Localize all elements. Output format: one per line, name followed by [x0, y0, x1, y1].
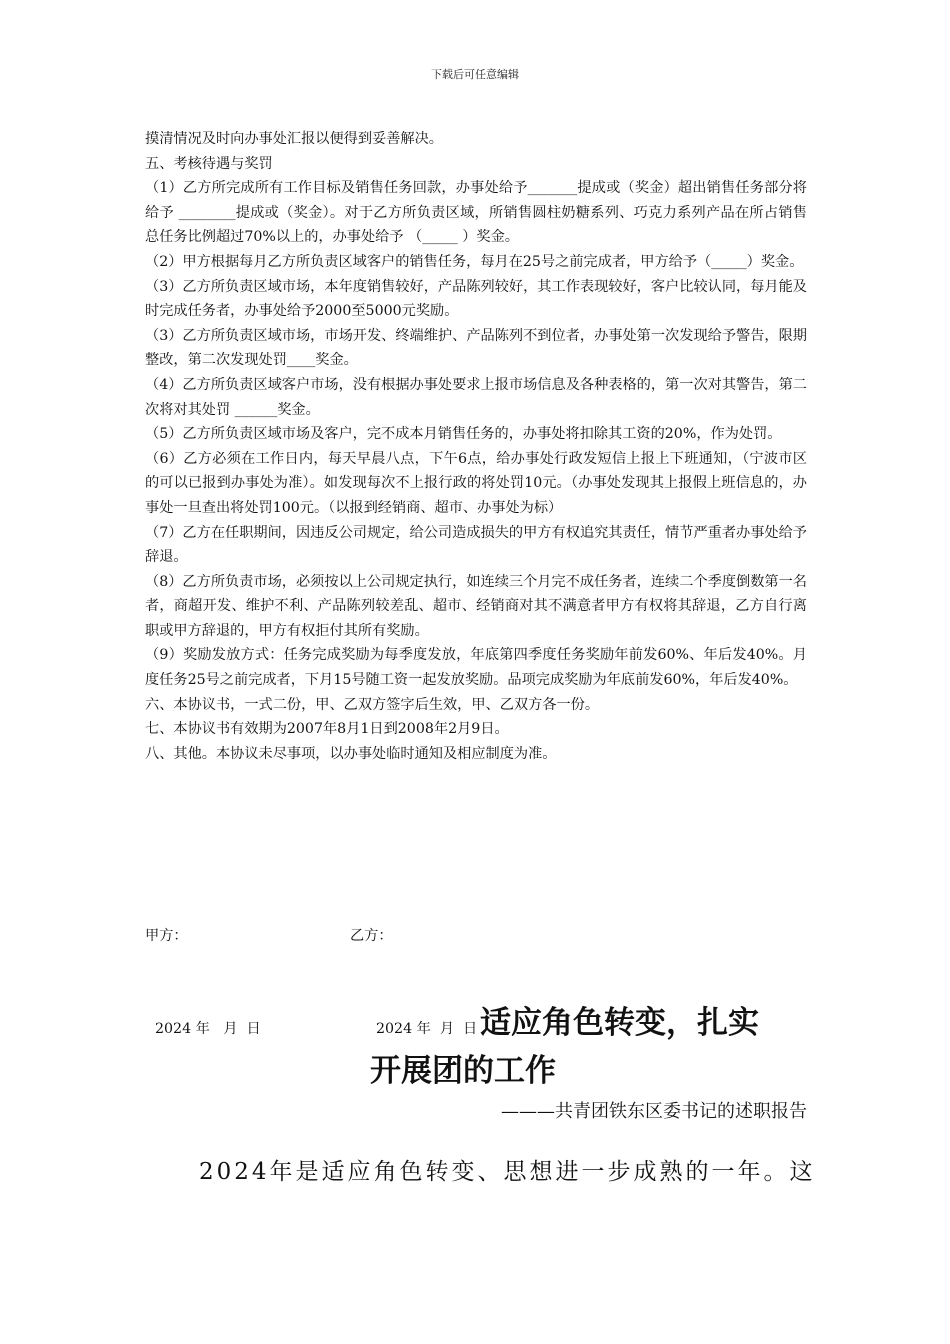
report-title-line-1: 适应角色转变，扎实: [480, 1005, 759, 1041]
paragraph: （8）乙方所负责市场，必须按以上公司规定执行，如连续三个月完不成任务者，连续二个季度倒数第一名者，商超开发、维护不利、产品陈列较差乱、超市、经销商对其不满意者甲方有权将其辞退，乙方自行离职或甲方辞退的，甲方有权拒付其所有奖励。: [145, 573, 807, 639]
paragraph: （2）甲方根据每月乙方所负责区域客户的销售任务，每月在25号之前完成者，甲方给予（_____）奖金。: [145, 253, 804, 270]
paragraph: （1）乙方所完成所有工作目标及销售任务回款，办事处给予_______提成或（奖金）超出销售任务部分将给予 ________提成或（奖金）。对于乙方所负责区域，所销售圆柱奶糖系列、巧克力系列产品在所占销售总任务比例超过70%以上的，办事处给予 （_____ ）奖金。: [145, 180, 807, 246]
agreement-body: [145, 127, 807, 766]
paragraph: （3）乙方所负责区域市场，市场开发、终端维护、产品陈列不到位者，办事处第一次发现给予警告，限期整改，第二次发现处罚____奖金。: [145, 327, 807, 369]
paragraph: （6）乙方必须在工作日内，每天早晨八点，下午6点，给办事处行政发短信上报上下班通知，（宁波市区的可以已报到办事处为准）。如发现每次不上报行政的将处罚10元。（办事处发现其上报假上班信息的，办事处一旦查出将处罚100元。（以报到经销商、超市、办事处为标）: [145, 450, 807, 516]
paragraph: 六、本协议书，一式二份，甲、乙双方签字后生效，甲、乙双方各一份。: [145, 696, 600, 713]
party-a-signature-label: 甲方：: [145, 928, 188, 944]
paragraph: （7）乙方在任职期间，因违反公司规定，给公司造成损失的甲方有权追究其责任，情节严重者办事处给予辞退。: [145, 524, 807, 566]
paragraph: 摸清情况及时向办事处汇报以便得到妥善解决。: [145, 131, 443, 147]
paragraph: 七、本协议书有效期为2007年8月1日到2008年2月9日。: [145, 721, 509, 738]
party-a-date: 2024 年 月 日: [155, 1021, 261, 1037]
report-title-line-2: 开展团的工作: [370, 1053, 556, 1089]
party-b-signature-label: 乙方：: [350, 928, 393, 944]
paragraph: （5）乙方所负责区域市场及客户，完不成本月销售任务的，办事处将扣除其工资的20%，作为处罚。: [145, 426, 782, 443]
section-heading: 五、考核待遇与奖罚: [145, 155, 273, 172]
report-lead-paragraph: 2024年是适应角色转变、思想进一步成熟的一年。这: [199, 1159, 816, 1185]
page-header: 下载后可任意编辑: [431, 68, 519, 81]
paragraph: （4）乙方所负责区域客户市场，没有根据办事处要求上报市场信息及各种表格的，第一次对其警告，第二次将对其处罚 ______奖金。: [145, 376, 807, 418]
paragraph: （9）奖励发放方式：任务完成奖励为每季度发放，年底第四季度任务奖励年前发60%、年后发40%。月度任务25号之前完成者，下月15号随工资一起发放奖励。品项完成奖励为年底前发60%，年后发40%。: [145, 647, 807, 689]
paragraph: （3）乙方所负责区域市场，本年度销售较好，产品陈列较好，其工作表现较好，客户比较认同，每月能及时完成任务者，办事处给予2000至5000元奖励。: [145, 278, 807, 320]
party-b-date: 2024 年 月 日: [376, 1021, 478, 1037]
paragraph: 八、其他。本协议未尽事项，以办事处临时通知及相应制度为准。: [145, 745, 557, 762]
report-subtitle: ———共青团铁东区委书记的述职报告: [501, 1101, 807, 1122]
